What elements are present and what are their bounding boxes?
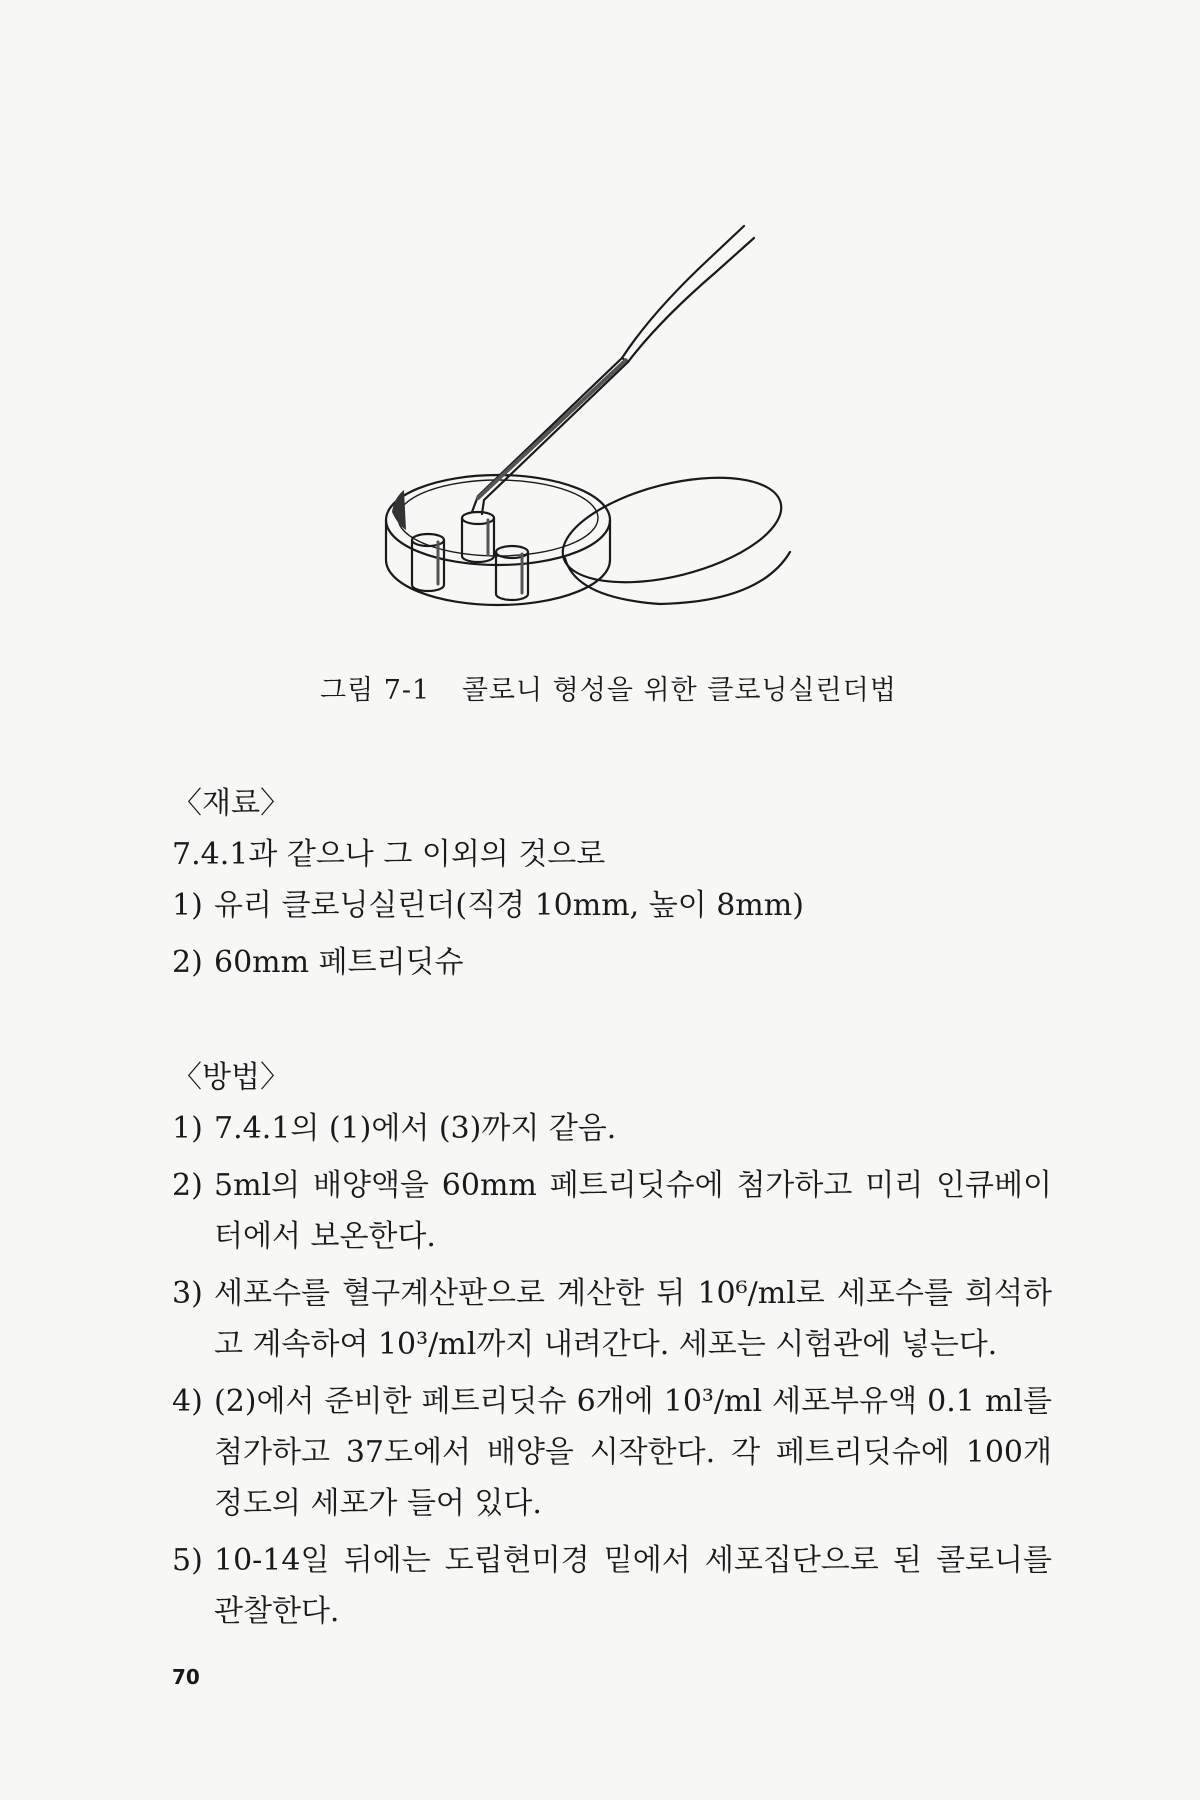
methods-step-text: 5ml의 배양액을 60mm 페트리딧슈에 첨가하고 미리 인큐베이터에서 보온한다. [214,1168,1052,1254]
figure-caption [320,668,920,707]
methods-step [172,1535,1052,1637]
materials-heading: 〈재료〉 [172,786,290,821]
methods-step-text: 세포수를 혈구계산판으로 계산한 뒤 10⁶/ml로 세포수를 희석하고 계속하여 10³/ml까지 내려간다. 세포는 시험관에 넣는다. [214,1276,1052,1362]
methods-step-text: 7.4.1의 (1)에서 (3)까지 같음. [214,1111,617,1146]
cloning-cylinder-right [496,546,528,600]
petri-dish-rim [386,475,610,565]
figure-caption-text: 콜로니 형성을 위한 클로닝실린더법 [461,675,897,706]
materials-item [172,937,1052,988]
methods-step-text: 10-14일 뒤에는 도립현미경 밑에서 세포집단으로 된 콜로니를 관찰한다. [214,1543,1052,1629]
materials-item-text: 60mm 페트리딧슈 [214,945,464,980]
page-number: 70 [172,1665,200,1689]
figure-caption-number: 그림 7-1 [320,675,431,706]
petri-dish-lid [552,458,792,604]
materials-intro: 7.4.1과 같으나 그 이외의 것으로 [172,837,606,872]
materials-item-number: 1) [172,888,203,923]
methods-step-number: 2) [172,1168,203,1203]
methods-step-number: 4) [172,1384,203,1419]
materials-item-text: 유리 클로닝실린더(직경 10mm, 높이 8mm) [214,888,804,923]
methods-heading: 〈방법〉 [172,1060,290,1095]
cloning-cylinder-illustration [360,200,860,670]
pasteur-pipette [472,226,754,514]
methods-step-text: (2)에서 준비한 페트리딧슈 6개에 10³/ml 세포부유액 0.1 ml를 첨가하고 37도에서 배양을 시작한다. 각 페트리딧슈에 100개 정도의 세포가 들어 있다. [214,1384,1052,1521]
materials-item-number: 2) [172,945,203,980]
methods-step [172,1160,1052,1262]
cloning-cylinder-figure [360,200,860,670]
methods-step [172,1376,1052,1529]
cloning-cylinder-left [412,534,444,591]
methods-step-number: 5) [172,1543,203,1578]
methods-step-number: 3) [172,1276,203,1311]
methods-step-number: 1) [172,1111,203,1146]
petri-dish-wall [386,520,610,605]
materials-item [172,880,1052,931]
methods-step [172,1268,1052,1370]
body-text [172,778,1052,1643]
methods-step [172,1103,1052,1154]
